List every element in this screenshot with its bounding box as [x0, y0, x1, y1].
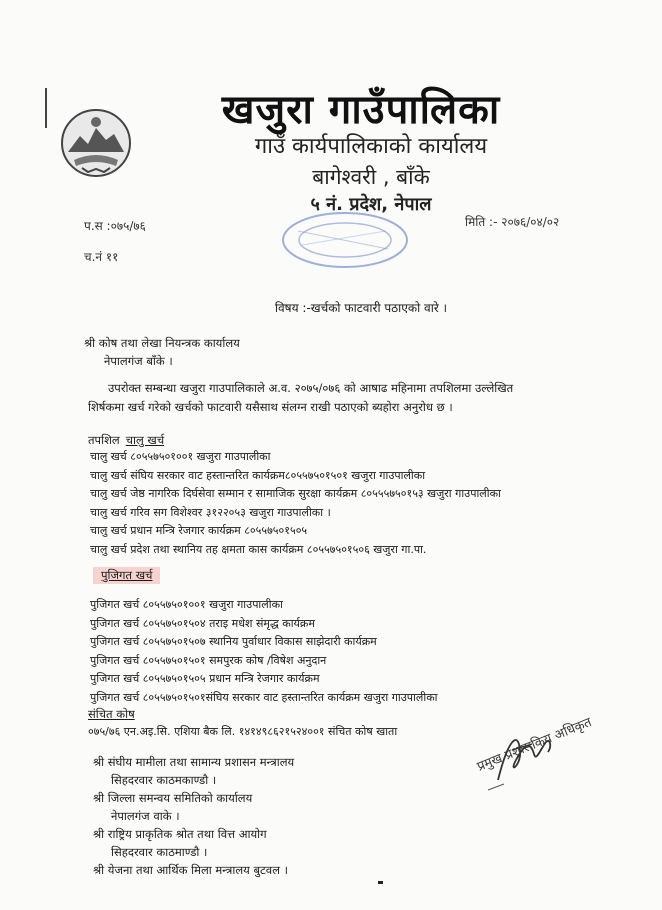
list-item: पुजिगत खर्च ८०५५७५०१५०१संघिय सरकार वाट हस्तान्तरित कार्यक्रम खजुरा गाउपालीका [90, 690, 438, 704]
province-name: ५ नं. प्रदेश, नेपाल [310, 194, 432, 215]
cc-recipient-location: सिहदरवार काठमाण्डौ । [111, 845, 208, 859]
body-paragraph [88, 379, 636, 417]
subject-line: विषय :-खर्चको फाटवारी पठाएको वारे । [274, 301, 448, 315]
municipality-title: खजुरा गाउँपालिका [221, 87, 501, 133]
list-item: पुजिगत खर्च ८०५५७५०१५०४ तराइ मधेश संमृद्ध कार्यक्रम [90, 616, 315, 630]
list-item: चालु खर्च गरिव सग विशेश्वर ३१२२०५३ खजुरा गाउपालीका । [90, 505, 331, 519]
addressee-office: श्री कोष तथा लेखा नियन्त्रक कार्यालय [84, 336, 240, 350]
office-location: बागेश्वरी , बाँके [312, 165, 430, 189]
consolidated-fund-heading: संचित कोष [88, 707, 135, 721]
list-item: चालु खर्च ८०५५७५०१००१ खजुरा गाउपालीका [90, 450, 271, 463]
details-label: तपशिल [88, 433, 120, 447]
signatory-title: प्रमुख प्रशासकिय अधिकृत [475, 715, 594, 775]
current-expense-list [90, 448, 501, 560]
office-name: गाउँ कार्यपालिकाको कार्यालय [254, 134, 488, 159]
capital-expense-heading: पुजिगत खर्च [93, 567, 160, 584]
details-heading [88, 433, 164, 448]
dispatch-number: च.नं ११ [84, 250, 119, 264]
cc-recipient: श्री राष्ट्रिय प्राकृतिक श्रोत तथा वित्त आयोग [93, 827, 267, 841]
list-item: चालु खर्च प्रधान मन्त्रि रेजगार कार्यक्रम ८०५५७५०१५०५ [90, 524, 308, 538]
cc-recipient-location: नेपालगंज वाके । [111, 809, 180, 823]
list-item: चालु खर्च प्रदेश तथा स्थानिय तह क्षमता कास कार्यक्रम ८०५५७५०१५०६ खजुरा गा.पा. [90, 542, 427, 556]
list-item: पुजिगत खर्च ८०५५७५०१५०७ स्थानिय पुर्वाधार विकास साझेदारी कार्यक्रम [90, 635, 377, 649]
letter-date: मिति :- २०७६/०४/०२ [465, 215, 560, 229]
cc-recipient-location: सिहदरवार काठमकाण्डौ । [111, 773, 217, 787]
cc-recipient: श्री जिल्ला समन्वय समितिको कार्यालय [93, 791, 253, 805]
addressee-location: नेपालगंज बाँके । [104, 354, 173, 368]
list-item: पुजिगत खर्च ८०५५७५०१००१ खजुरा गाउपालीका [90, 598, 283, 611]
consolidated-fund-account: ०७५/७६ एन.अइ.सि. एशिया बैक लि. १४१४९८६२१५२४००१ संचित कोष खाता [88, 725, 398, 738]
cc-recipient: श्री येजना तथा आर्थिक मिला मन्त्रालय बुटवल । [93, 863, 289, 877]
office-stamp-icon [278, 209, 412, 271]
current-expense-heading: चालु खर्च [125, 433, 165, 447]
list-item: चालु खर्च जेष्ठ नागरिक दिर्घसेवा सम्मान र सामाजिक सुरक्षा कार्यक्रम ८०५५५७५०१५३ खजुरा गाउपालीका [90, 487, 501, 501]
reference-number: प.स :०७५/७६ [84, 219, 146, 233]
cc-recipient: श्री संघीय मामीला तथा सामान्य प्रशासन मन्त्रालय [93, 755, 295, 769]
scan-speck [378, 881, 383, 884]
list-item: पुजिगत खर्च ८०५५७५०१५०५ प्रधान मन्त्रि रेजगार कार्यक्रम [90, 672, 320, 686]
body-line-1: उपरोक्त सम्बन्धा खजुरा गाउपालिकाले अ.व. २०७५/०७६ को आषाढ महिनामा तपशिलमा उल्लेखित [108, 381, 514, 395]
list-item: चालु खर्च संघिय सरकार वाट हस्तान्तरित कार्यक्रम८०५५७५०१५०१ खजुरा गाउपालीका [90, 468, 426, 482]
body-line-2: शिर्षकमा खर्च गरेको खर्चको फाटवारी यसैसाथ संलग्न राखी पठाएको ब्यहोरा अनुरोध छ । [88, 400, 453, 414]
list-item: पुजिगत खर्च ८०५५७५०१५०१ समपुरक कोष /विषेश अनुदान [90, 653, 327, 667]
capital-expense-list [90, 596, 438, 708]
